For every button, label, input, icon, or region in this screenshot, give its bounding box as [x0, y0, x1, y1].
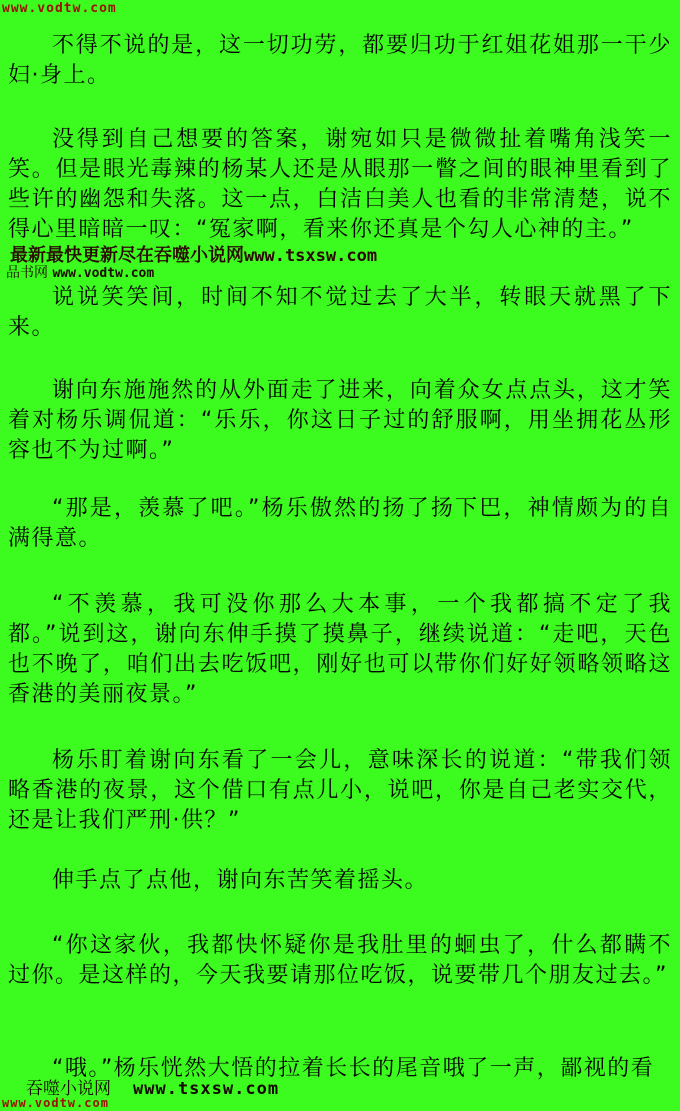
paragraph: “不羡慕，我可没你那么大本事，一个我都搞不定了我都。”说到这，谢向东伸手摸了摸鼻子，继续说道：“走吧，天色也不晚了，咱们出去吃饭吧，刚好也可以带你们好好领略领略这香港的美丽夜景。” — [8, 592, 672, 707]
watermark-bottom-left-url: www.vodtw.com — [2, 1096, 109, 1110]
paragraph: 杨乐盯着谢向东看了一会儿，意味深长的说道：“带我们领略香港的夜景，这个借口有点儿小，说吧，你是自己老实交代，还是让我们严刑·供？” — [8, 748, 672, 833]
watermark-update-url: www.tsxsw.com — [244, 246, 378, 266]
paragraph: 说说笑笑间，时间不知不觉过去了大半，转眼天就黑了下来。 — [8, 285, 672, 340]
watermark-update-notice — [10, 247, 377, 265]
watermark-pinshu-label: 品书网 — [6, 265, 48, 281]
watermark-bottom-site: 吞噬小说网 — [26, 1079, 111, 1099]
watermark-update-text: 最新最快更新尽在吞噬小说网 — [10, 245, 244, 266]
paragraph: 伸手点了点他，谢向东苦笑着摇头。 — [52, 868, 429, 893]
paragraph: “那是，羡慕了吧。”杨乐傲然的扬了扬下巴，神情颇为的自满得意。 — [8, 496, 672, 551]
watermark-pinshu — [6, 266, 154, 281]
paragraph: “你这家伙，我都快怀疑你是我肚里的蛔虫了，什么都瞒不过你。是这样的，今天我要请那位吃饭，说要带几个朋友过去。” — [8, 933, 672, 988]
paragraph: 谢向东施施然的从外面走了进来，向着众女点点头，这才笑着对杨乐调侃道：“乐乐，你这日子过的舒服啊，用坐拥花丛形容也不为过啊。” — [8, 378, 672, 463]
watermark-bottom-url: www.tsxsw.com — [133, 1079, 280, 1099]
watermark-pinshu-url: www.vodtw.com — [52, 266, 155, 281]
paragraph: “哦。”杨乐恍然大悟的拉着长长的尾音哦了一声，鄙视的看 — [52, 1056, 655, 1081]
paragraph: 不得不说的是，这一切功劳，都要归功于红姐花姐那一干少妇·身上。 — [8, 33, 672, 88]
paragraph: 没得到自己想要的答案，谢宛如只是微微扯着嘴角浅笑一笑。但是眼光毒辣的杨某人还是从眼那一瞥之间的眼神里看到了些许的幽怨和失落。这一点，白洁白美人也看的非常清楚，说不得心里暗暗一叹：“冤家啊，看来你还真是个勾人心神的主。” — [8, 127, 672, 242]
watermark-top-left-url: www.vodtw.com — [2, 1, 117, 16]
